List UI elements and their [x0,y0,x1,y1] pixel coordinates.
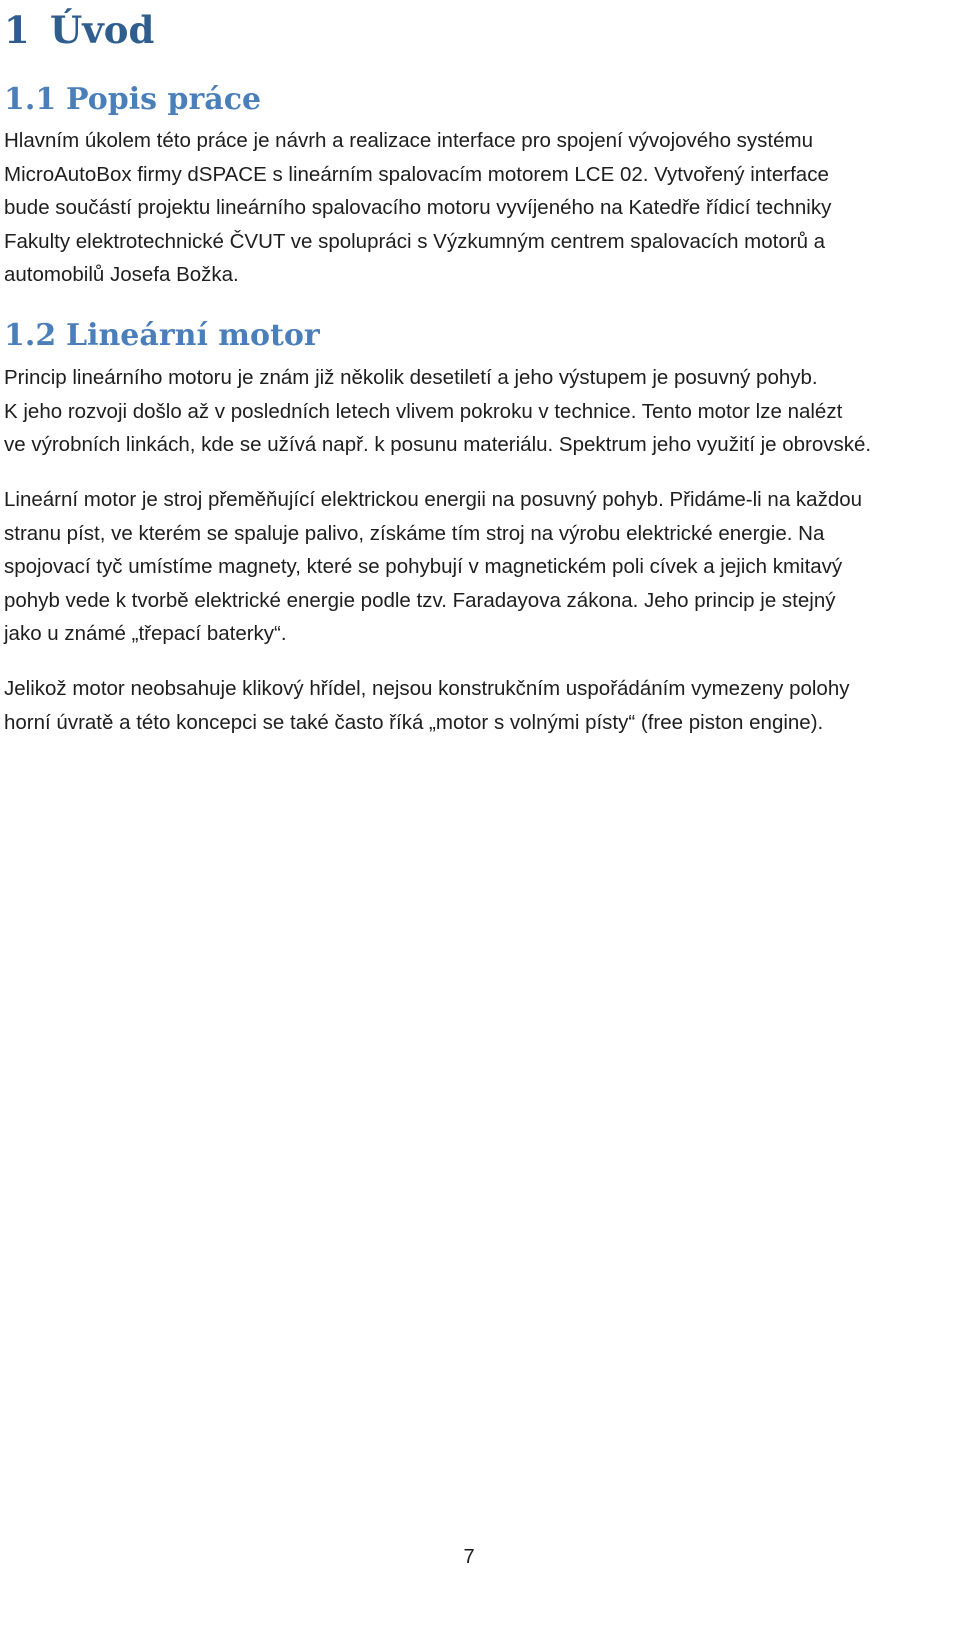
text-line: pohyb vede k tvorbě elektrické energie podle tzv. Faradayova zákona. Jeho princip je stejný [4,588,836,612]
section-number: 1.1 [4,82,57,117]
paragraph-princip [4,361,932,462]
text-line: bude součástí projektu lineárního spalovacího motoru vyvíjeného na Katedře řídicí techniky [4,196,832,220]
text-line: jako u známé „třepací baterky“. [4,622,287,646]
text-line: Hlavním úkolem této práce je návrh a realizace interface pro spojení vývojového systému [4,129,814,152]
chapter-heading [4,6,154,54]
section-heading-linearni-motor [4,316,320,356]
text-line: MicroAutoBox firmy dSPACE s lineárním spalovacím motorem LCE 02. Vytvořený interface [4,162,829,186]
text-line: Fakulty elektrotechnické ČVUT ve spolupráci s Výzkumným centrem spalovacích motorů a [4,229,826,253]
paragraph-volne-pisty [4,672,932,739]
text-line: spojovací tyč umístíme magnety, které se pohybují v magnetickém poli cívek a jejich kmitavý [4,555,843,579]
paragraph-popis-prace [4,124,932,292]
paragraph-definice [4,483,932,651]
chapter-title: Úvod [50,8,155,52]
text-line: Lineární motor je stroj přeměňující elektrickou energii na posuvný pohyb. Přidáme-li na každou [4,488,863,511]
text-line: Princip lineárního motoru je znám již několik desetiletí a jeho výstupem je posuvný pohyb. [4,366,818,389]
chapter-number: 1 [4,8,30,52]
text-line: ve výrobních linkách, kde se užívá např. k posunu materiálu. Spektrum jeho využití je obrovské. [4,433,872,457]
text-line: automobilů Josefa Božka. [4,263,239,287]
page-number: 7 [463,1546,475,1568]
text-line: Jelikož motor neobsahuje klikový hřídel, nejsou konstrukčním uspořádáním vymezeny polohy [4,677,850,700]
text-line: horní úvratě a této koncepci se také často říká „motor s volnými písty“ (free piston engine). [4,710,824,734]
section-number: 1.2 [4,318,57,353]
section-title: Lineární motor [66,318,320,353]
section-title: Popis práce [66,82,262,117]
section-heading-popis-prace [4,80,261,120]
text-line: K jeho rozvoji došlo až v posledních letech vlivem pokroku v technice. Tento motor lze nalézt [4,399,843,423]
text-line: stranu píst, ve kterém se spaluje palivo, získáme tím stroj na výrobu elektrické energie. Na [4,521,825,545]
